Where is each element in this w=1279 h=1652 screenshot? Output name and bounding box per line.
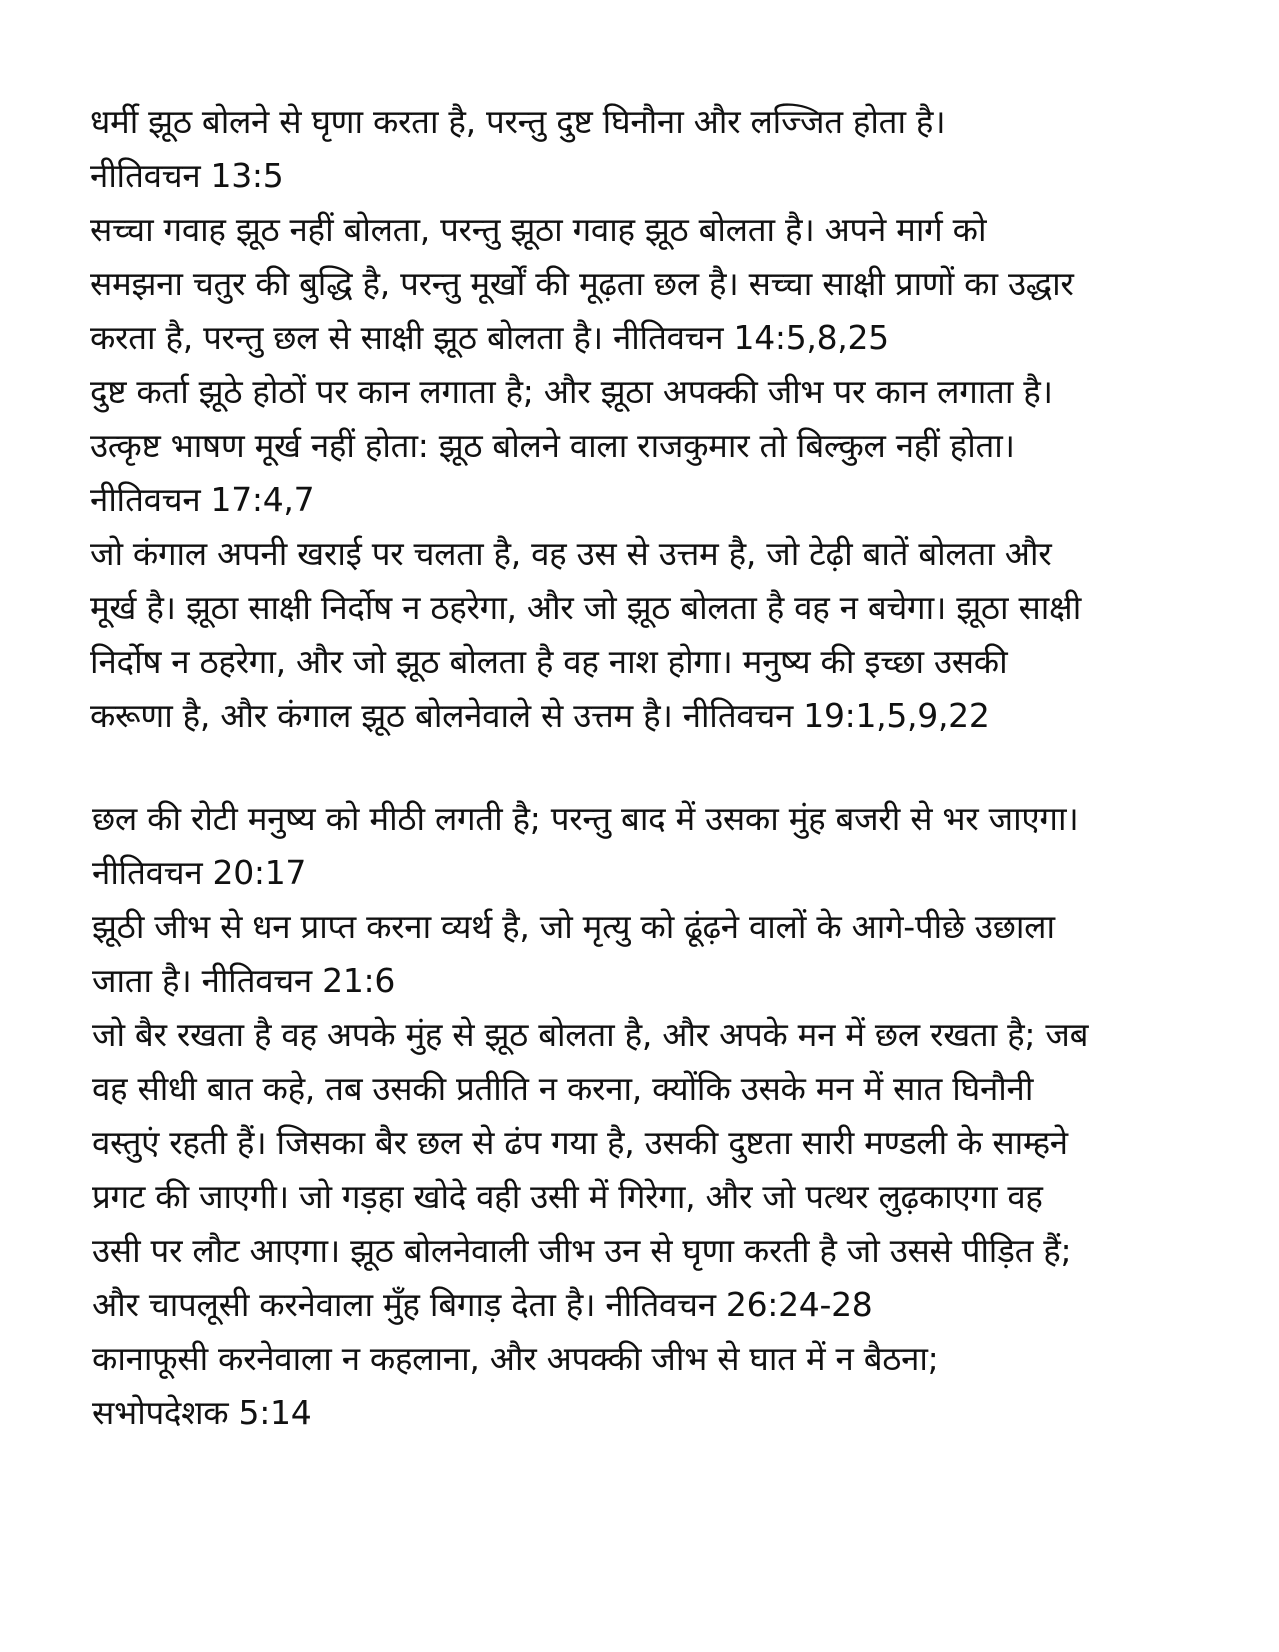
verse-reference: नीतिवचन 20:17 <box>92 853 307 892</box>
text-line: उत्कृष्ट भाषण मूर्ख नहीं होता: झूठ बोलने वाला राजकुमार तो बिल्कुल नहीं होता। <box>90 426 1015 465</box>
text-line: धर्मी झूठ बोलने से घृणा करता है, परन्तु दुष्ट घिनौना और लज्जित होता है। <box>90 102 946 141</box>
text-line: करता है, परन्तु छल से साक्षी झूठ बोलता है। नीतिवचन 14:5,8,25 <box>90 318 889 357</box>
text-line: वह सीधी बात कहे, तब उसकी प्रतीति न करना, क्योंकि उसके मन में सात घिनौनी <box>92 1069 1034 1108</box>
text-line: सच्चा गवाह झूठ नहीं बोलता, परन्तु झूठा गवाह झूठ बोलता है। अपने मार्ग को <box>90 210 987 249</box>
text-line: वस्तुएं रहती हैं। जिसका बैर छल से ढंप गया है, उसकी दुष्टता सारी मण्डली के साम्हने <box>92 1123 1068 1162</box>
verse-reference: सभोपदेशक 5:14 <box>92 1393 312 1432</box>
text-line: जो कंगाल अपनी खराई पर चलता है, वह उस से उत्तम है, जो टेढ़ी बातें बोलता और <box>90 534 1052 573</box>
text-line: कानाफूसी करनेवाला न कहलाना, और अपक्की जीभ से घात में न बैठना; <box>92 1339 939 1378</box>
text-line: दुष्ट कर्ता झूठे होठों पर कान लगाता है; और झूठा अपक्की जीभ पर कान लगाता है। <box>90 372 1053 411</box>
text-line: और चापलूसी करनेवाला मुँह बिगाड़ देता है। नीतिवचन 26:24-28 <box>92 1285 873 1324</box>
text-line: जाता है। नीतिवचन 21:6 <box>92 961 396 1000</box>
text-line: मूर्ख है। झूठा साक्षी निर्दोष न ठहरेगा, और जो झूठ बोलता है वह न बचेगा। झूठा साक्षी <box>90 588 1081 627</box>
text-line: झूठी जीभ से धन प्राप्त करना व्यर्थ है, जो मृत्यु को ढूंढ़ने वालों के आगे-पीछे उछाला <box>92 907 1055 946</box>
text-block-1 <box>90 95 1190 743</box>
text-block-2 <box>92 792 1192 1440</box>
verse-reference: नीतिवचन 13:5 <box>90 156 284 195</box>
text-line: उसी पर लौट आएगा। झूठ बोलनेवाली जीभ उन से घृणा करती है जो उससे पीड़ित हैं; <box>92 1231 1072 1270</box>
text-line: निर्दोष न ठहरेगा, और जो झूठ बोलता है वह नाश होगा। मनुष्य की इच्छा उसकी <box>90 642 1008 681</box>
text-line: प्रगट की जाएगी। जो गड़हा खोदे वही उसी में गिरेगा, और जो पत्थर लुढ़काएगा वह <box>92 1177 1043 1216</box>
verse-reference: नीतिवचन 17:4,7 <box>90 480 315 519</box>
text-line: जो बैर रखता है वह अपके मुंह से झूठ बोलता है, और अपके मन में छल रखता है; जब <box>92 1015 1089 1054</box>
text-line: समझना चतुर की बुद्धि है, परन्तु मूर्खों की मूढ़ता छल है। सच्चा साक्षी प्राणों का उद्धार <box>90 264 1074 303</box>
text-line: करूणा है, और कंगाल झूठ बोलनेवाले से उत्तम है। नीतिवचन 19:1,5,9,22 <box>90 696 990 735</box>
text-line: छल की रोटी मनुष्य को मीठी लगती है; परन्तु बाद में उसका मुंह बजरी से भर जाएगा। <box>92 799 1079 838</box>
